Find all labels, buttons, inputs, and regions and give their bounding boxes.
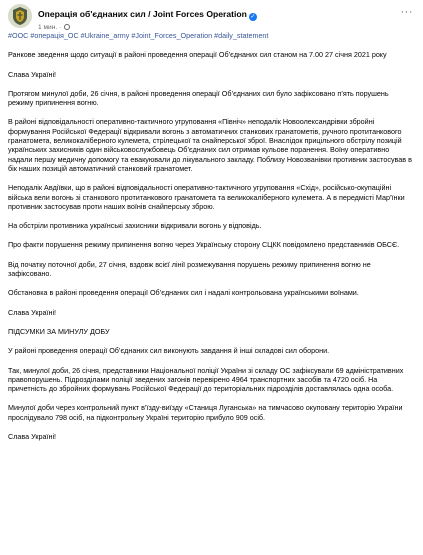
spacer <box>8 336 415 346</box>
post-paragraph: Так, минулої доби, 26 січня, представники Національної поліції України зі складу ОС зафіксували 69 адміністративних правопорушень. Підрозділами поліції зведених загонів перевірено 4964 транспортних засобів та 4720 осіб. На причетність до збройних формувань Російської Федерації до територіальних підрозділів доставлялась одна особа. <box>8 365 404 394</box>
spacer <box>8 60 415 70</box>
spacer <box>8 230 415 240</box>
post-paragraph: У районі проведення операції Об’єднаних сил виконують завдання й інші складові сил оборони. <box>8 346 330 356</box>
post-meta <box>38 24 257 31</box>
section-heading: ПІДСУМКИ ЗА МИНУЛУ ДОБУ <box>8 326 110 336</box>
hashtag-link[interactable]: #Ukraine_army <box>80 31 130 40</box>
post-paragraph: Протягом минулої доби, 26 січня, в районі проведення операції Об’єднаних сил було зафіксовано п’ять порушень режиму припинення вогню. <box>8 88 389 108</box>
post-paragraph: Слава Україні! <box>8 432 57 442</box>
spacer <box>8 173 415 183</box>
hashtag-link[interactable]: #Joint_Forces_Operation <box>131 31 213 40</box>
post-paragraph: Від початку поточної доби, 27 січня, вздовж всієї лінії розмежування порушень режиму припинення вогню не зафіксовано. <box>8 259 371 279</box>
spacer <box>8 107 415 117</box>
post-paragraph: Ранкове зведення щодо ситуації в районі проведення операції Об’єднаних сил станом на 7.00 27 січня 2021 року <box>8 50 387 60</box>
hashtag-link[interactable]: #ООС <box>8 31 29 40</box>
meta-separator: · <box>59 24 62 31</box>
page-name-link[interactable]: Операція об'єднаних сил / Joint Forces Operation <box>38 9 247 19</box>
post-paragraph: Про факти порушення режиму припинення вогню через Українську сторону СЦКК повідомлено представників ОБСЄ. <box>8 240 400 250</box>
hashtag-link[interactable]: #операція_ОС <box>30 31 79 40</box>
spacer <box>8 250 415 260</box>
page-name-row <box>38 4 257 22</box>
globe-icon <box>64 24 70 30</box>
verified-badge-icon: ✓ <box>250 14 256 20</box>
hashtag-link[interactable]: #daily_statement <box>214 31 269 40</box>
spacer <box>8 211 415 221</box>
post-body <box>0 31 423 441</box>
page-avatar[interactable] <box>8 4 32 28</box>
post-paragraph: Неподалік Авдіївки, що в районі відповідальності оперативно-тактичного угруповання «Схід», російсько-окупаційні війська вели вогонь зі станкового протитанкового гранатомета та великокаліберного кулемета. А в передмісті Мар’їнки противник застосував проти наших воїнів снайперську зброю. <box>8 183 405 211</box>
post-paragraph: Слава Україні! <box>8 69 57 79</box>
post-paragraph: Слава Україні! <box>8 307 57 317</box>
post-time-link[interactable]: 1 мин. <box>38 24 58 31</box>
spacer <box>8 79 415 89</box>
spacer <box>8 422 415 432</box>
post-paragraph: В районі відповідальності оперативно-тактичного угруповання «Північ» неподалік Новоолександрівки збройні формування Російської Федерації відкривали вогонь з автоматичних станкових гранатометів, ручного протитанкового гранатомета, великокаліберного кулемета, стрілецької та снайперської зброї. Внаслідок прицільного обстрілу позицій українських захисників один військовослужбовець Об’єднаних сил отримав кульове поранення. Воїну оперативно надали першу медичну допомогу та евакуювали до лікувального закладу. Поблизу Новозванівки противник застосував в бік наших позицій автоматичний станковий гранатомет. <box>8 117 412 173</box>
post-paragraph: Обстановка в районі проведення операції Об’єднаних сил і надалі контрольована українськими воїнами. <box>8 288 359 298</box>
post-header <box>0 0 423 31</box>
post-paragraph: Минулої доби через контрольний пункт в’їзду-виїзду «Станиця Луганська» на тимчасово окуповану територію України прослідувало 798 осіб, на підконтрольну Україні територію прибуло 909 осіб. <box>8 403 403 422</box>
spacer <box>8 278 415 288</box>
joint-forces-emblem-icon <box>8 4 32 28</box>
hashtags-line <box>8 31 415 40</box>
spacer <box>8 317 415 327</box>
spacer <box>8 393 415 403</box>
spacer <box>8 40 415 50</box>
spacer <box>8 356 415 366</box>
more-options-button[interactable]: ··· <box>400 6 413 18</box>
spacer <box>8 298 415 308</box>
post-paragraph: На обстріли противника українські захисники відкривали вогонь у відповідь. <box>8 221 262 231</box>
